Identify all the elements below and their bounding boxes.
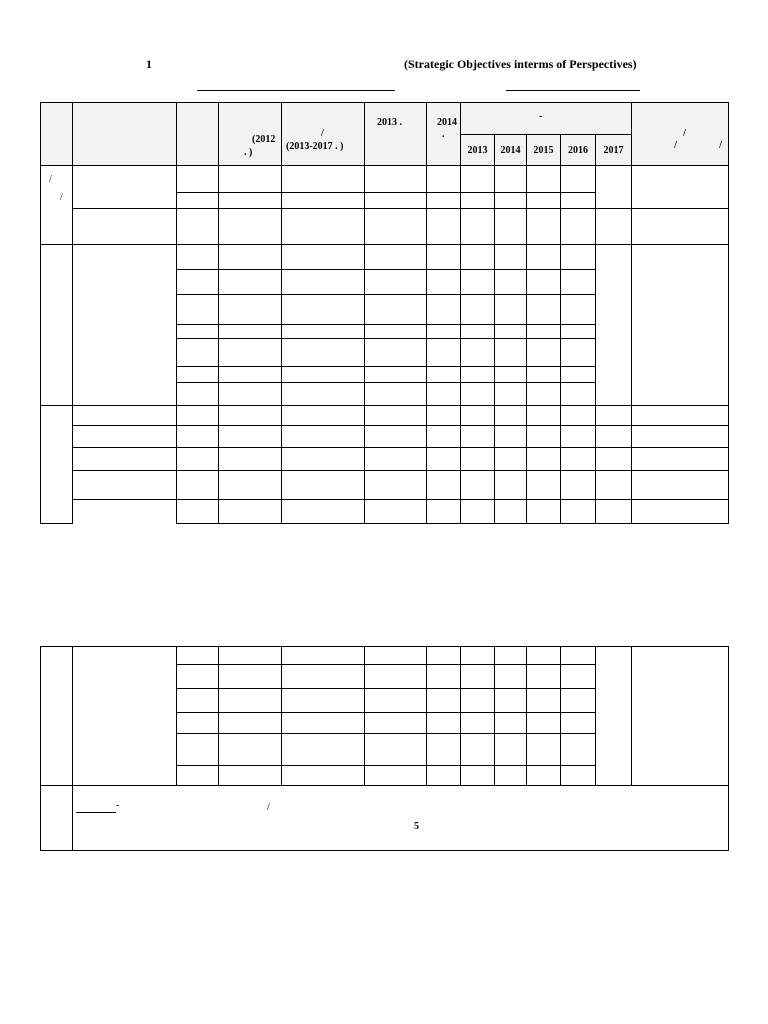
head-year-2014: 2014: [495, 135, 527, 166]
head-col-responsible: / / /: [632, 103, 729, 166]
page-number: 5: [414, 821, 419, 832]
head-year-2013: 2013: [461, 135, 495, 166]
header-underline-left: [197, 90, 395, 91]
header-title: (Strategic Objectives interms of Perspectives): [404, 57, 637, 71]
head-col-2013: 2013 .: [365, 103, 427, 166]
table-row: [41, 471, 729, 500]
head-col-objective: [73, 103, 177, 166]
table-row: [41, 500, 729, 524]
section1-number-cell: / /: [41, 166, 73, 245]
head-col-2014: 2014 .: [427, 103, 461, 166]
table-row: [41, 647, 729, 665]
head-year-2015: 2015: [527, 135, 561, 166]
table-row: [41, 245, 729, 270]
table-row: [41, 406, 729, 426]
head-col-target: / (2013-2017 . ): [282, 103, 365, 166]
table-row: [41, 786, 729, 851]
head-col-no: [41, 103, 73, 166]
header-underline-right: [506, 90, 640, 91]
note-underline: [76, 812, 116, 813]
table-row: [41, 209, 729, 245]
head-year-2016: 2016: [561, 135, 596, 166]
continuation-table: [40, 646, 729, 851]
table-row: [41, 448, 729, 471]
note-cell: - / 5: [73, 786, 729, 851]
head-col-baseline: (2012 . ): [219, 103, 282, 166]
table-row: [41, 166, 729, 193]
header-number: 1: [146, 57, 152, 71]
head-col-yearly-targets: -: [461, 103, 632, 135]
table-row: [41, 426, 729, 448]
head-col-indicator: [177, 103, 219, 166]
head-year-2017: 2017: [596, 135, 632, 166]
objectives-table: [40, 102, 729, 524]
